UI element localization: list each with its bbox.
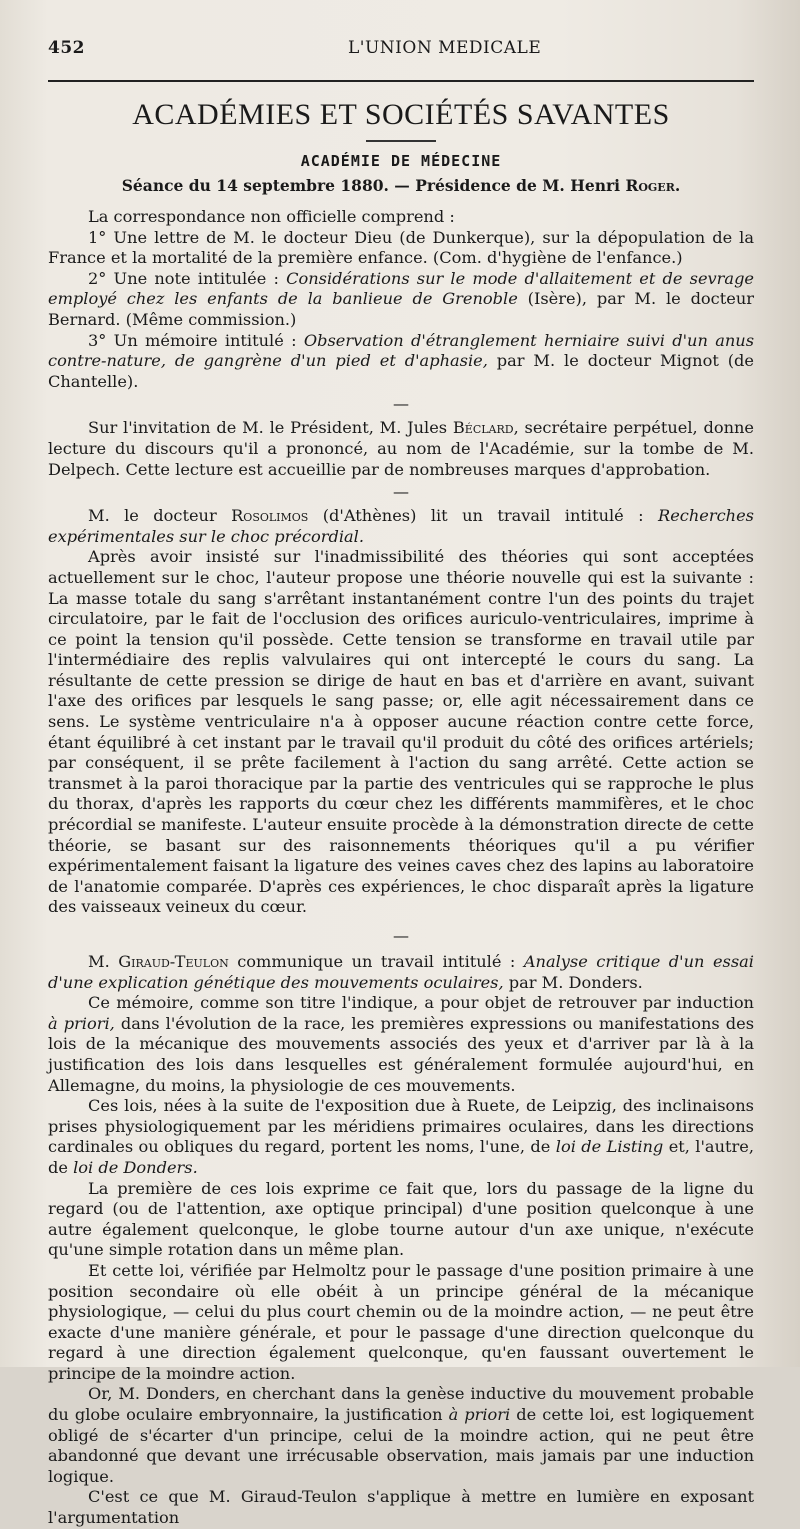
rosolimos-mid: (d'Athènes) lit un travail intitulé : — [308, 506, 659, 526]
title-rule — [366, 140, 436, 142]
correspondence-intro: La correspondance non officielle comprend : — [88, 207, 455, 226]
separator-dash: — — [393, 926, 409, 945]
beclard-lead: Sur l'invitation de M. le Président, M. Jules — [88, 418, 453, 438]
giraud-teulon-paragraph — [48, 952, 754, 993]
section-title: ACADÉMIES ET SOCIÉTÉS SAVANTES — [132, 98, 670, 131]
lois-paragraph — [48, 1096, 754, 1178]
separator-dash: — — [393, 394, 409, 414]
donders-tail: de cette loi, est logiquement obligé de s'écarter d'un principe, celui de la moindre action, qui ne peut être abandonné que devant une irrécusable observation, mais jamais par une induction logique. — [48, 1405, 754, 1486]
donders-paragraph — [48, 1384, 754, 1487]
rosolimos-name: Rosolimos — [231, 506, 309, 526]
item-2-tail: (Isère), par M. le docteur Bernard. (Même commission.) — [48, 289, 754, 329]
beclard-tail: , secrétaire perpétuel, donne lecture du discours qu'il a prononcé, au nom de l'Académie, sur la tombe de M. Delpech. Cette lecture est accueillie par de nombreuses marques d'approbation. — [48, 418, 754, 479]
seance-suffix: . — [674, 176, 681, 195]
loi-listing: loi de Listing — [555, 1137, 664, 1157]
choc-theory-paragraph: Après avoir insisté sur l'inadmissibilité des théories qui sont acceptées actuellement sur le choc, l'auteur propose une théorie nouvelle qui est la suivante : La masse totale du sang s'arrêtant instantanément contre l'un des points du trajet circulatoire, par le fait de l'occlusion des orifices auriculo-ventriculaires, imprime à ce point la tension qu'il possède. Cette tension se transforme en travail utile par l'intermédiaire des replis valvulaires qui ont intercepté le cours du sang. La résultante de cette pression se dirige de haut en bas et d'arrière en avant, suivant l'axe des orifices par lesquels le sang passe; or, elle agit nécessairement dans ce sens. Le système ventriculaire n'a à opposer aucune réaction contre cette force, étant équilibré à cet instant par le travail qu'il produit du côté des orifices artériels; par conséquent, il se prête facilement à l'action du sang arrêté. Cette action se transmet à la paroi thoracique par la partie des ventricules qui se rapproche le plus du thorax, d'après les rapports du cœur chez les différents mammifères, et le choc précordial se manifeste. L'auteur ensuite procède à la démonstration directe de cette théorie, se basant sur des raisonnements théoriques qu'il a pu vérifier expérimentalement faisant la ligature des veines caves chez des lapins au laboratoire de l'anatomie comparée. D'après ces expériences, le choc disparaît après la ligature des vaisseaux veineux du cœur. — [48, 547, 754, 917]
memoire-italic: à priori, — [48, 1013, 115, 1033]
header-rule — [48, 80, 754, 82]
rosolimos-paragraph — [48, 506, 754, 547]
item-3-title: Observation d'étranglement herniaire suivi d'un anus contre-nature, de gangrène d'un pied et d'aphasie, — [48, 330, 754, 371]
correspondence-item-1: 1° Une lettre de M. le docteur Dieu (de Dunkerque), sur la dépopulation de la France et la mortalité de la première enfance. (Com. d'hygiène de l'enfance.) — [48, 227, 754, 268]
academy-heading: ACADÉMIE DE MÉDECINE — [300, 152, 502, 170]
separator-dash: — — [393, 482, 409, 502]
correspondence-item-2 — [48, 269, 754, 331]
memoire-lead: Ce mémoire, comme son titre l'indique, a pour objet de retrouver par induction — [88, 993, 754, 1013]
helmoltz-paragraph: Et cette loi, vérifiée par Helmoltz pour le passage d'une position primaire à une position secondaire où elle obéit à un principe général de la mécanique physiologique, — celui du plus court chemin ou de la moindre action, — ne peut être exacte d'une manière générale, et pour le passage d'une direction quelconque du regard à une direction également quelconque, qu'en faussant ouvertement le principe de la moindre action. — [48, 1260, 754, 1383]
correspondence-item-3 — [48, 331, 754, 393]
closing-paragraph: C'est ce que M. Giraud-Teulon s'applique à mettre en lumière en exposant l'argumentation — [48, 1487, 754, 1528]
memoire-tail: dans l'évolution de la race, les premières expressions ou manifestations des lois de la mécanique des mouvements associés des yeux et d'arriver par là à la justification des lois dans lesquelles est généralement formulée aujourd'hui, en Allemagne, du moins, la physiologie de ces mouvements. — [48, 1013, 754, 1095]
gt-name: Giraud-Teulon — [118, 952, 229, 971]
gt-mid: communique un travail intitulé : — [228, 952, 524, 971]
item-2-lead: 2° Une note intitulée : — [88, 268, 287, 288]
journal-title: L'UNION MEDICALE — [348, 38, 542, 58]
lois-lead: Ces lois, nées à la suite de l'exposition due à Ruete, de Leipzig, des inclinaisons prises physiologiquement par les méridiens primaires oculaires, dans les directions cardinales ou obliques du regard, portent les noms, l'une, de — [48, 1096, 754, 1157]
rosolimos-title: Recherches expérimentales sur le choc précordial. — [48, 506, 754, 546]
lois-mid: et, l'autre, de — [48, 1137, 754, 1177]
memoire-paragraph — [48, 993, 754, 1096]
item-2-title: Considérations sur le mode d'allaitement et de sevrage employé chez les enfants de la banlieue de Grenoble — [48, 268, 755, 309]
page-number: 452 — [48, 38, 85, 58]
item-3-lead: 3° Un mémoire intitulé : — [88, 330, 304, 350]
gt-lead: M. — [88, 952, 119, 971]
rosolimos-lead: M. le docteur — [88, 506, 232, 526]
beclard-paragraph — [48, 418, 754, 480]
donders-lead: Or, M. Donders, en cherchant dans la genèse inductive du mouvement probable du globe oculaire embryonnaire, la justification — [48, 1384, 754, 1425]
beclard-name: Béclard — [452, 418, 514, 438]
gt-title: Analyse critique d'un essai d'une explication génétique des mouvements oculaires, — [48, 952, 754, 992]
loi-donders: loi de Donders. — [73, 1157, 198, 1177]
donders-italic: à priori — [448, 1405, 511, 1425]
premiere-loi-paragraph: La première de ces lois exprime ce fait que, lors du passage de la ligne du regard (ou de l'attention, axe optique principal) d'une position quelconque à une autre également quelconque, le globe tourne autour d'un axe unique, n'exécute qu'une simple rotation dans un même plan. — [48, 1178, 754, 1260]
running-head — [48, 38, 754, 68]
seance-president: Roger — [625, 176, 675, 195]
seance-prefix: Séance du 14 septembre 1880. — Présidence de M. Henri — [121, 176, 621, 195]
gt-tail: par M. Donders. — [503, 972, 643, 992]
item-3-tail: par M. le docteur Mignot (de Chantelle). — [48, 351, 755, 391]
seance-line — [48, 176, 754, 195]
